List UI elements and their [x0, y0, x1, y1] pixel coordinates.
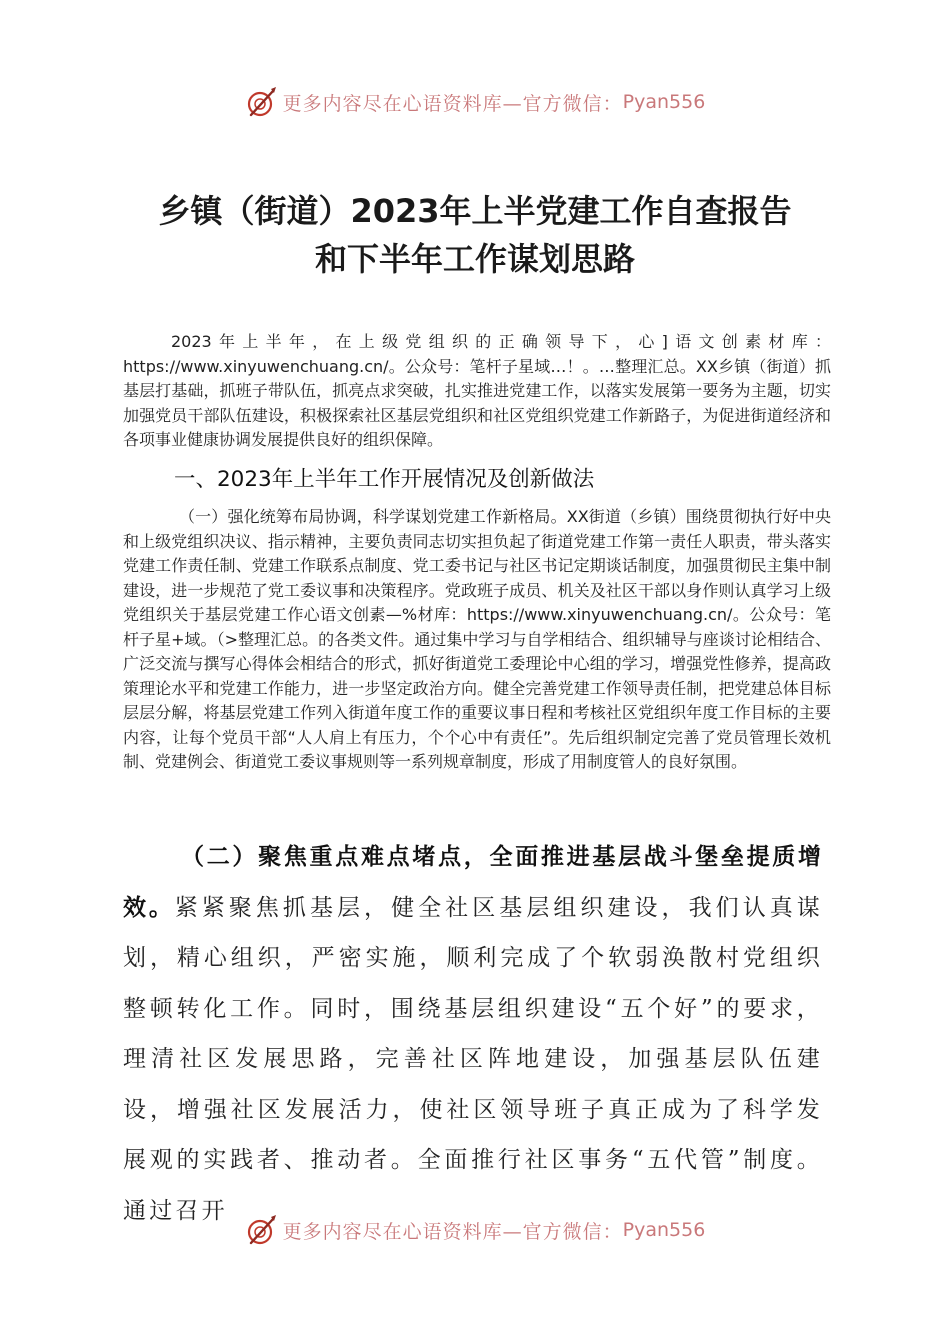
section-2-heading: （二）聚焦重点难点堵点，全面推进基层战斗堡垒提质增效。	[123, 843, 823, 921]
watermark-text: 更多内容尽在心语资料库—官方微信：	[282, 92, 623, 115]
brush-logo-icon	[245, 1213, 279, 1247]
watermark-header	[0, 82, 950, 122]
document-title-line1: 乡镇（街道）2023年上半党建工作自查报告	[158, 192, 792, 230]
watermark-wechat-id: Pyan556	[622, 91, 706, 113]
section-1-paragraph: （一）强化统筹布局协调，科学谋划党建工作新格局。XX街道（乡镇）围绕贯彻执行好中央和上级党组织决议、指示精神，主要负责同志切实担负起了街道党建工作第一责任人职责，带头落实党建工作责任制、党建工作联系点制度、党工委书记与社区书记定期谈话制度，加强贯彻民主集中制建设，进一步规范了党工委议事和决策程序。党政班子成员、机关及社区干部以身作则认真学习上级党组织关于基层党建工作心语文创素—%材库：https://www.xinyuwenchuang.cn/。公众号：笔杆子星+域。（>整理汇总。的各类文件。通过集中学习与自学相结合、组织辅导与座谈讨论相结合、广泛交流与撰写心得体会相结合的形式，抓好街道党工委理论中心组的学习，增强党性修养，提高政策理论水平和党建工作能力，进一步坚定政治方向。健全完善党建工作领导责任制，把党建总体目标层层分解，将基层党建工作列入街道年度工作的重要议事日程和考核社区党组织年度工作目标的主要内容，让每个党员干部“人人肩上有压力，个个心中有责任”。先后组织制定完善了党员管理长效机制、党建例会、街道党工委议事规则等一系列规章制度，形成了用制度管人的良好氛围。	[123, 507, 831, 771]
section-2-body: 紧紧聚焦抓基层，健全社区基层组织建设，我们认真谋划，精心组织，严密实施，顺利完成了个软弱涣散村党组织整顿转化工作。同时，围绕基层组织建设“五个好”的要求，理清社区发展思路，完善社区阵地建设，加强基层队伍建设，增强社区发展活力，使社区领导班子真正成为了科学发展观的实践者、推动者。全面推行社区事务“五代管”制度。通过召开	[123, 894, 823, 1224]
watermark-footer	[0, 1210, 950, 1250]
watermark-wechat-id: Pyan556	[622, 1219, 706, 1241]
section-2-paragraph	[123, 832, 823, 1236]
watermark-text: 更多内容尽在心语资料库—官方微信：	[282, 1220, 623, 1243]
intro-paragraph: 2023年上半年，在上级党组织的正确领导下，心]语文创素材库：https://www.xinyuwenchuang.cn/。公众号：笔杆子星域…！。…整理汇总。XX乡镇（街道）抓基层打基础，抓班子带队伍，抓亮点求突破，扎实推进党建工作，以落实发展第一要务为主题，切实加强党员干部队伍建设，积极探索社区基层党组织和社区党组织党建工作新路子，为促进街道经济和各项事业健康协调发展提供良好的组织保障。	[123, 332, 831, 449]
document-title-line2: 和下半年工作谋划思路	[314, 240, 635, 278]
section-heading-1: 一、2023年上半年工作开展情况及创新做法	[174, 467, 595, 492]
brush-logo-icon	[245, 85, 279, 119]
